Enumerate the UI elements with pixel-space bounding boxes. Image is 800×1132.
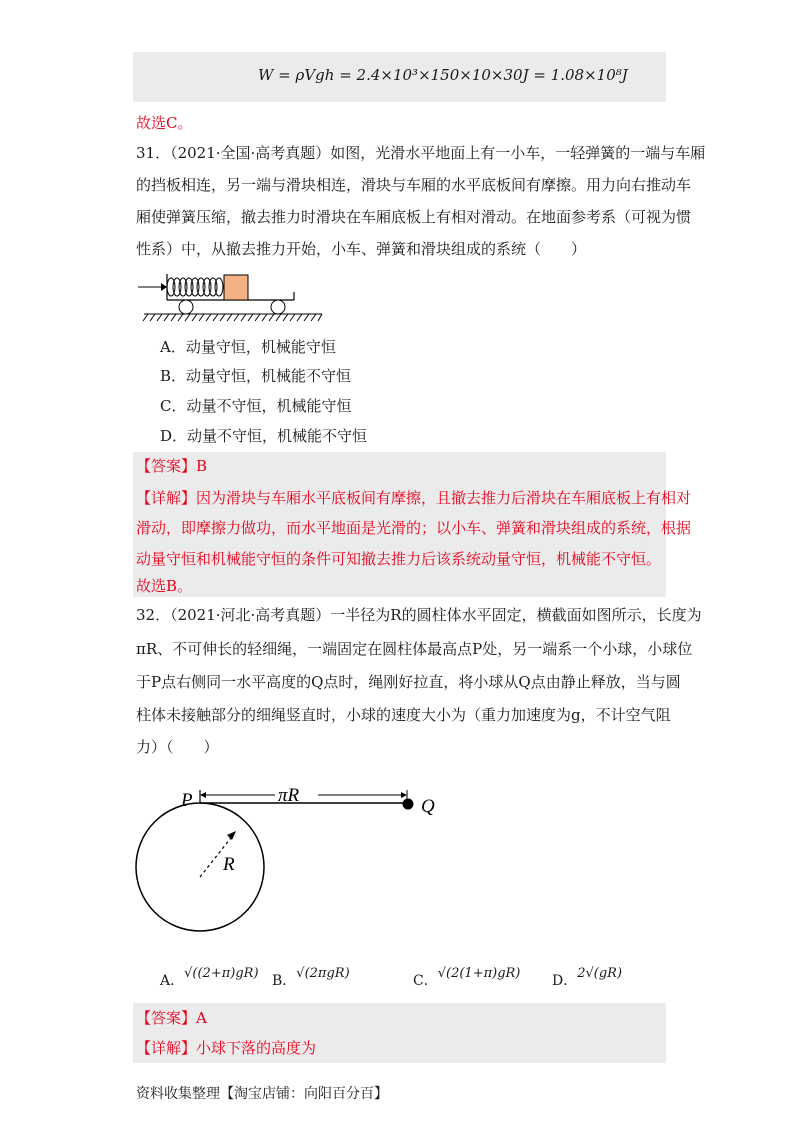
q31-detail-line2: 滑动，即摩擦力做功，而水平地面是光滑的；以小车、弹簧和滑块组成的系统，根据 (136, 519, 692, 537)
q32-detail-line1: 【详解】小球下落的高度为 (136, 1039, 317, 1057)
q32-stem-line4: 柱体未接触部分的细绳竖直时，小球的速度大小为（重力加速度为g，不计空气阻 (136, 706, 671, 724)
q32-cylinder-figure (130, 782, 450, 947)
q32-option-b-letter: B． (272, 973, 297, 989)
q32-answer: 【答案】A (136, 1009, 207, 1027)
q31-cart-figure (136, 266, 326, 324)
q32-stem-line1: 32．（2021·河北·高考真题）一半径为R的圆柱体水平固定，横截面如图所示，长度为 (136, 606, 702, 624)
q32-stem-line2: πR、不可伸长的轻细绳，一端固定在圆柱体最高点P处，另一端系一个小球，小球位 (136, 640, 693, 658)
top-formula: W = ρVgh = 2.4×10³×150×10×30J = 1.08×10⁸J (258, 66, 628, 84)
q31-detail-line3: 动量守恒和机械能守恒的条件可知撤去推力后该系统动量守恒，机械能不守恒。 (136, 550, 662, 568)
q31-stem-line1: 31．（2021·全国·高考真题）如图，光滑水平地面上有一小车，一轻弹簧的一端与车厢 (136, 144, 706, 162)
label-pi-r: πR (278, 785, 300, 806)
q31-detail-line1: 【详解】因为滑块与车厢水平底板间有摩擦，且撤去推力后滑块在车厢底板上有相对 (136, 489, 692, 507)
slider-block (224, 275, 248, 300)
ball (403, 799, 414, 810)
q32-option-c-expr: √(2(1+π)gR) (437, 966, 521, 981)
q32-stem-line3: 于P点右侧同一水平高度的Q点时，绳刚好拉直，将小球从Q点由静止释放，当与圆 (136, 673, 681, 691)
q31-stem-line2: 的挡板相连，另一端与滑块相连，滑块与车厢的水平底板间有摩擦。用力向右推动车 (136, 176, 692, 194)
push-arrow (138, 283, 167, 291)
spring (167, 278, 223, 296)
label-q: Q (421, 796, 435, 817)
q32-option-d (552, 962, 623, 989)
q31-option-a: A．动量守恒，机械能守恒 (160, 338, 336, 356)
q32-option-a-expr: √((2+π)gR) (184, 966, 259, 981)
q31-answer: 【答案】B (136, 457, 208, 475)
q32-option-d-expr: 2√(gR) (577, 966, 623, 981)
q32-option-d-letter: D． (552, 973, 578, 989)
page-footer: 资料收集整理【淘宝店铺：向阳百分百】 (136, 1086, 388, 1102)
q31-option-d: D．动量不守恒，机械能不守恒 (160, 427, 368, 445)
q32-option-a-letter: A． (160, 973, 185, 989)
q32-option-c-letter: C． (413, 973, 438, 989)
cylinder-cross-section (136, 803, 264, 931)
q32-option-b (272, 962, 350, 989)
q31-option-c: C．动量不守恒，机械能守恒 (160, 397, 352, 415)
q32-option-a (160, 962, 259, 989)
length-dimension (200, 790, 407, 800)
q31-stem-line4: 性系）中，从撤去推力开始，小车、弹簧和滑块组成的系统（ ） (136, 240, 587, 258)
radius-arrowhead (227, 831, 236, 840)
label-p: P (181, 790, 193, 811)
label-r: R (223, 854, 235, 875)
q32-stem-line5: 力）（ ） (136, 738, 219, 756)
left-wheel (179, 300, 193, 314)
q31-conclusion: 故选B。 (136, 577, 193, 595)
q31-stem-line3: 厢使弹簧压缩，撤去推力时滑块在车厢底板上有相对滑动。在地面参考系（可视为惯 (136, 208, 692, 226)
q32-option-b-expr: √(2πgR) (296, 966, 350, 981)
ground (143, 314, 322, 321)
right-wheel (271, 300, 285, 314)
q30-conclusion: 故选C。 (136, 114, 193, 132)
q32-option-c (413, 962, 521, 989)
q31-option-b: B．动量守恒，机械能不守恒 (160, 367, 352, 385)
